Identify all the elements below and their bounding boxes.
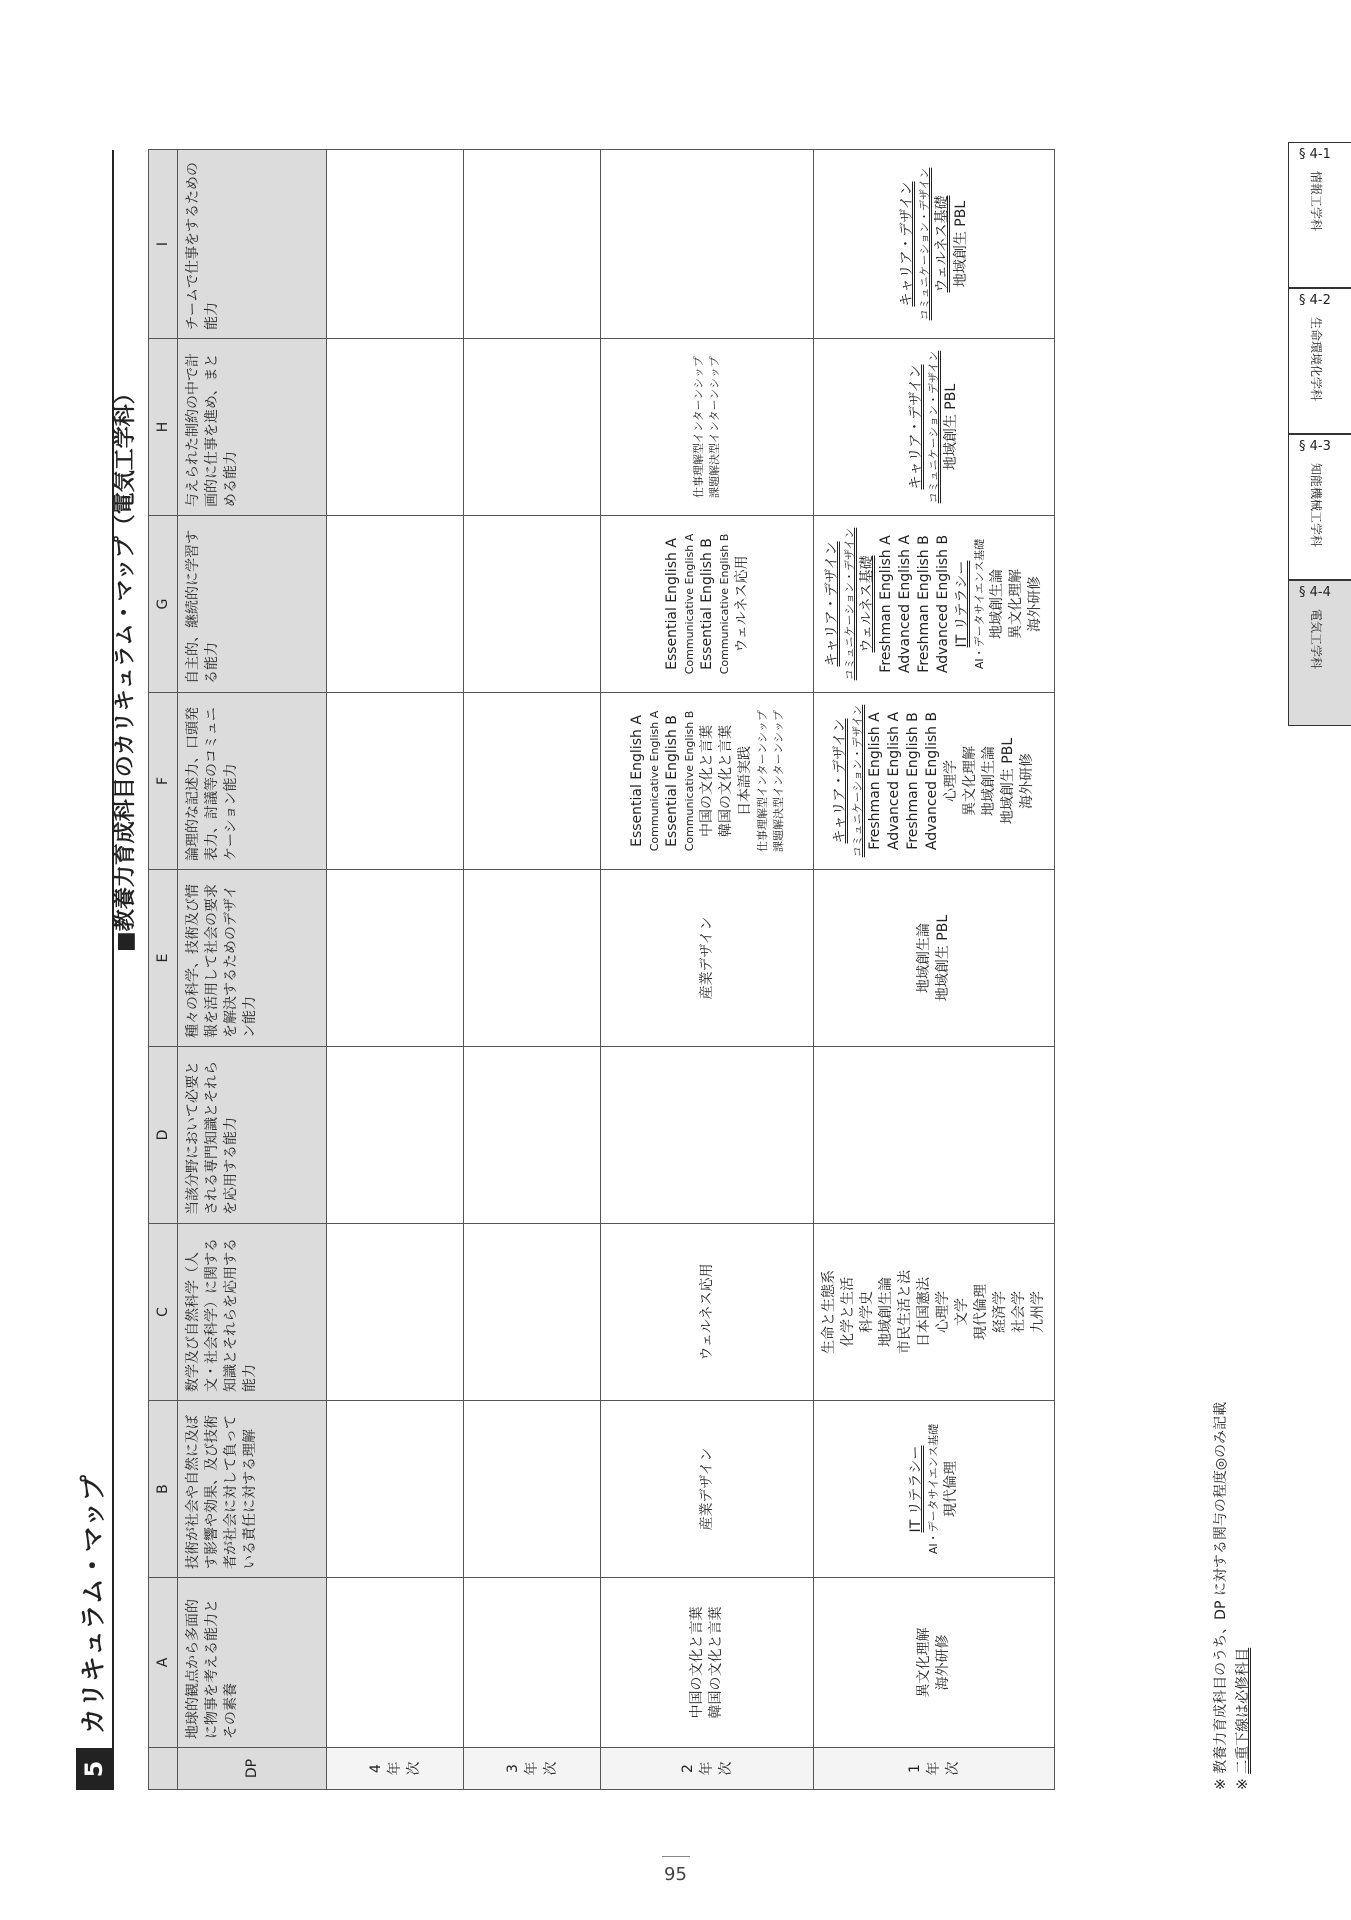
course-name: コミュニケーション・デザイン: [843, 527, 856, 681]
dp-label: DP: [178, 1748, 327, 1790]
side-tab-code: § 4-3: [1299, 439, 1331, 454]
curriculum-map-body: [327, 150, 1055, 1790]
dp-description-b: 技術が社会や自然に及ぼす影響や効果、及び技術者が社会に対して負っている責任に対する理解: [178, 1401, 327, 1578]
course-cell-c: [464, 1224, 601, 1401]
course-name: キャリア・デザイン: [898, 181, 915, 307]
course-cell-d: [601, 1047, 814, 1224]
course-cell-a: [464, 1578, 601, 1748]
course-cell-e: [464, 870, 601, 1047]
course-name: コミュニケーション・デザイン: [917, 167, 931, 321]
course-name: AI・データサイエンス基礎: [927, 1423, 940, 1555]
course-cell-d: [327, 1047, 464, 1224]
course-cell-b: [814, 1401, 1055, 1578]
course-name: Advanced English B: [924, 711, 940, 851]
course-name: 仕事理解型インターンシップ: [692, 356, 705, 498]
course-cell-i: [464, 150, 601, 339]
footnote-2: [1232, 1648, 1252, 1790]
dp-description-a: 地球的観点から多面的に物事を考える能力とその素養: [178, 1578, 327, 1748]
course-name: 生命と生態系: [821, 1270, 837, 1354]
course-cell-f: [814, 693, 1055, 870]
course-name: Freshman English B: [916, 535, 932, 673]
curriculum-map-title: ■教養力育成科目のカリキュラム・マップ（電気工学科）: [113, 382, 138, 952]
course-cell-a: [814, 1578, 1055, 1748]
course-cell-d: [814, 1047, 1055, 1224]
course-name: Freshman English A: [867, 712, 883, 850]
course-name: Essential English A: [663, 538, 680, 670]
dp-description-g: 自主的、継続的に学習する能力: [178, 516, 327, 693]
course-name: 中国の文化と言葉: [689, 1606, 705, 1719]
course-name: Advanced English A: [886, 711, 902, 851]
column-header-d: D: [149, 1047, 178, 1224]
course-cell-b: [327, 1401, 464, 1578]
course-name: 異文化理解: [916, 1627, 932, 1698]
course-cell-g: [601, 516, 814, 693]
footnote-1-mark: ※: [1213, 1778, 1229, 1790]
course-cell-b: [601, 1401, 814, 1578]
course-name: 異文化理解: [962, 746, 978, 816]
year-label: 4 年 次: [327, 1748, 464, 1790]
course-name: 産業デザイン: [698, 916, 715, 1000]
column-header-a: A: [149, 1578, 178, 1748]
year-label: 2 年 次: [601, 1748, 814, 1790]
column-header-e: E: [149, 870, 178, 1047]
column-header-row: [149, 150, 178, 1790]
course-name: 心理学: [935, 1291, 951, 1333]
footnote-1: [1210, 1402, 1230, 1790]
course-name: 地域創生論: [916, 923, 932, 993]
course-cell-a: [601, 1578, 814, 1748]
year-row: [814, 150, 1055, 1790]
course-name: IT リテラシー: [954, 560, 970, 648]
course-cell-d: [464, 1047, 601, 1224]
dp-description-d: 当該分野において必要とされる専門知識とそれらを応用する能力: [178, 1047, 327, 1224]
side-tab-4-1[interactable]: [1288, 142, 1351, 288]
dp-description-i: チームで仕事をするための能力: [178, 150, 327, 339]
course-name: ウェルネス基礎: [859, 555, 875, 653]
side-tab-code: § 4-2: [1299, 293, 1331, 308]
dp-description-f: 論理的な記述力、口頭発表力、討議等のコミュニケーション能力: [178, 693, 327, 870]
course-name: 海外研修: [1027, 576, 1043, 632]
page-number: 95: [664, 1864, 687, 1885]
course-cell-g: [814, 516, 1055, 693]
footnote-2-text: 二重下線は必修科目: [1235, 1647, 1251, 1774]
course-cell-b: [464, 1401, 601, 1578]
course-name: 地域創生論: [878, 1277, 894, 1347]
page-number-rule: [662, 1856, 690, 1857]
course-cell-c: [601, 1224, 814, 1401]
section-number: 5: [76, 1748, 112, 1790]
course-cell-g: [327, 516, 464, 693]
side-tab-label: 情報工学科: [1309, 171, 1323, 232]
side-tab-code: § 4-1: [1299, 147, 1331, 162]
course-name: コミュニケーション・デザイン: [927, 350, 940, 504]
course-cell-h: [464, 339, 601, 516]
side-tab-label: 電気工学科: [1309, 609, 1323, 670]
column-header-g: G: [149, 516, 178, 693]
year-label: 3 年 次: [464, 1748, 601, 1790]
course-name: 地域創生 PBL: [943, 383, 959, 471]
course-name: 地域創生論: [981, 746, 997, 816]
dp-description-h: 与えられた制約の中で計画的に仕事を進め、まとめる能力: [178, 339, 327, 516]
course-name: 日本語実践: [736, 746, 753, 816]
course-name: Communicative English A: [647, 710, 661, 852]
dp-description-c: 数学及び自然科学（人文・社会科学）に関する知識とそれらを応用する能力: [178, 1224, 327, 1401]
course-cell-h: [327, 339, 464, 516]
course-name: コミュニケーション・デザイン: [851, 704, 864, 858]
course-name: Essential English B: [698, 538, 715, 670]
course-name: 異文化理解: [1008, 569, 1024, 639]
course-name: キャリア・デザイン: [824, 541, 840, 667]
course-name: Freshman English A: [878, 535, 894, 673]
course-name: ウェルネス応用: [698, 1263, 715, 1361]
side-tab-4-3[interactable]: [1288, 434, 1351, 580]
column-header-f: F: [149, 693, 178, 870]
course-name: 現代倫理: [973, 1284, 989, 1340]
course-name: ウェルネス基礎: [933, 195, 950, 293]
side-tab-4-4[interactable]: [1288, 580, 1351, 726]
curriculum-map-table: [148, 149, 1055, 1790]
rotated-page-content: [79, 150, 1251, 1790]
course-name: キャリア・デザイン: [908, 364, 924, 490]
course-name: 化学と生活: [840, 1277, 856, 1347]
course-name: Advanced English B: [935, 534, 951, 674]
section-title: カリキュラム・マップ: [79, 1475, 109, 1734]
dp-description-row: [178, 150, 327, 1790]
course-name: 科学史: [859, 1291, 875, 1333]
course-name: 社会学: [1011, 1291, 1027, 1333]
course-name: 経済学: [992, 1291, 1008, 1333]
course-name: 地域創生 PBL: [935, 914, 951, 1002]
course-name: 市民生活と法: [897, 1270, 913, 1354]
course-cell-e: [327, 870, 464, 1047]
course-name: AI・データサイエンス基礎: [973, 538, 986, 670]
course-name: キャリア・デザイン: [832, 718, 848, 844]
course-name: 課題解決型インターンシップ: [708, 356, 721, 498]
course-cell-h: [814, 339, 1055, 516]
course-name: 九州学: [1030, 1291, 1046, 1333]
course-name: 現代倫理: [943, 1461, 959, 1517]
course-name: 仕事理解型インターンシップ: [755, 710, 769, 852]
course-name: 地域創生論: [989, 569, 1005, 639]
course-name: Communicative English A: [682, 533, 696, 675]
course-cell-i: [814, 150, 1055, 339]
course-name: 産業デザイン: [698, 1447, 715, 1531]
course-cell-a: [327, 1578, 464, 1748]
course-name: 文学: [954, 1298, 970, 1326]
side-tab-label: 生命環境化学科: [1309, 317, 1323, 402]
course-cell-f: [601, 693, 814, 870]
column-header-c: C: [149, 1224, 178, 1401]
course-name: Essential English A: [628, 715, 645, 847]
year-label: 1 年 次: [814, 1748, 1055, 1790]
side-tab-label: 知能機械工学科: [1309, 463, 1323, 548]
course-cell-e: [601, 870, 814, 1047]
course-cell-f: [464, 693, 601, 870]
course-name: Essential English B: [663, 715, 680, 847]
course-name: 日本国憲法: [916, 1277, 932, 1347]
course-cell-i: [327, 150, 464, 339]
course-name: 韓国の文化と言葉: [717, 725, 734, 837]
column-header-b: B: [149, 1401, 178, 1578]
course-name: 地域創生 PBL: [952, 200, 969, 288]
course-name: 心理学: [943, 760, 959, 802]
year-row: [464, 150, 601, 1790]
course-name: 海外研修: [935, 1634, 951, 1691]
course-cell-f: [327, 693, 464, 870]
column-header-h: H: [149, 339, 178, 516]
year-row: [327, 150, 464, 1790]
course-cell-c: [327, 1224, 464, 1401]
course-cell-c: [814, 1224, 1055, 1401]
side-tab-code: § 4-4: [1299, 585, 1331, 600]
corner-cell: [149, 1748, 178, 1790]
course-name: 中国の文化と言葉: [698, 725, 715, 837]
course-name: 海外研修: [1019, 753, 1035, 809]
column-header-i: I: [149, 150, 178, 339]
side-tab-4-2[interactable]: [1288, 288, 1351, 434]
course-cell-h: [601, 339, 814, 516]
course-name: 地域創生 PBL: [1000, 737, 1016, 825]
course-name: 韓国の文化と言葉: [708, 1606, 724, 1719]
course-name: ウェルネス応用: [733, 555, 750, 653]
course-name: IT リテラシー: [908, 1445, 924, 1533]
footnote-1-text: 教養力育成科目のうち、DP に対する関与の程度◎のみ記載: [1213, 1401, 1229, 1774]
footnote-2-mark: ※: [1235, 1778, 1251, 1790]
course-name: Advanced English A: [897, 534, 913, 674]
course-cell-e: [814, 870, 1055, 1047]
course-name: Communicative English B: [682, 710, 696, 852]
dp-description-e: 種々の科学、技術及び情報を活用して社会の要求を解決するためのデザイン能力: [178, 870, 327, 1047]
course-name: 課題解決型インターンシップ: [771, 710, 785, 852]
course-cell-i: [601, 150, 814, 339]
course-cell-g: [464, 516, 601, 693]
course-name: Communicative English B: [717, 533, 731, 675]
year-row: [601, 150, 814, 1790]
course-name: Freshman English B: [905, 712, 921, 850]
